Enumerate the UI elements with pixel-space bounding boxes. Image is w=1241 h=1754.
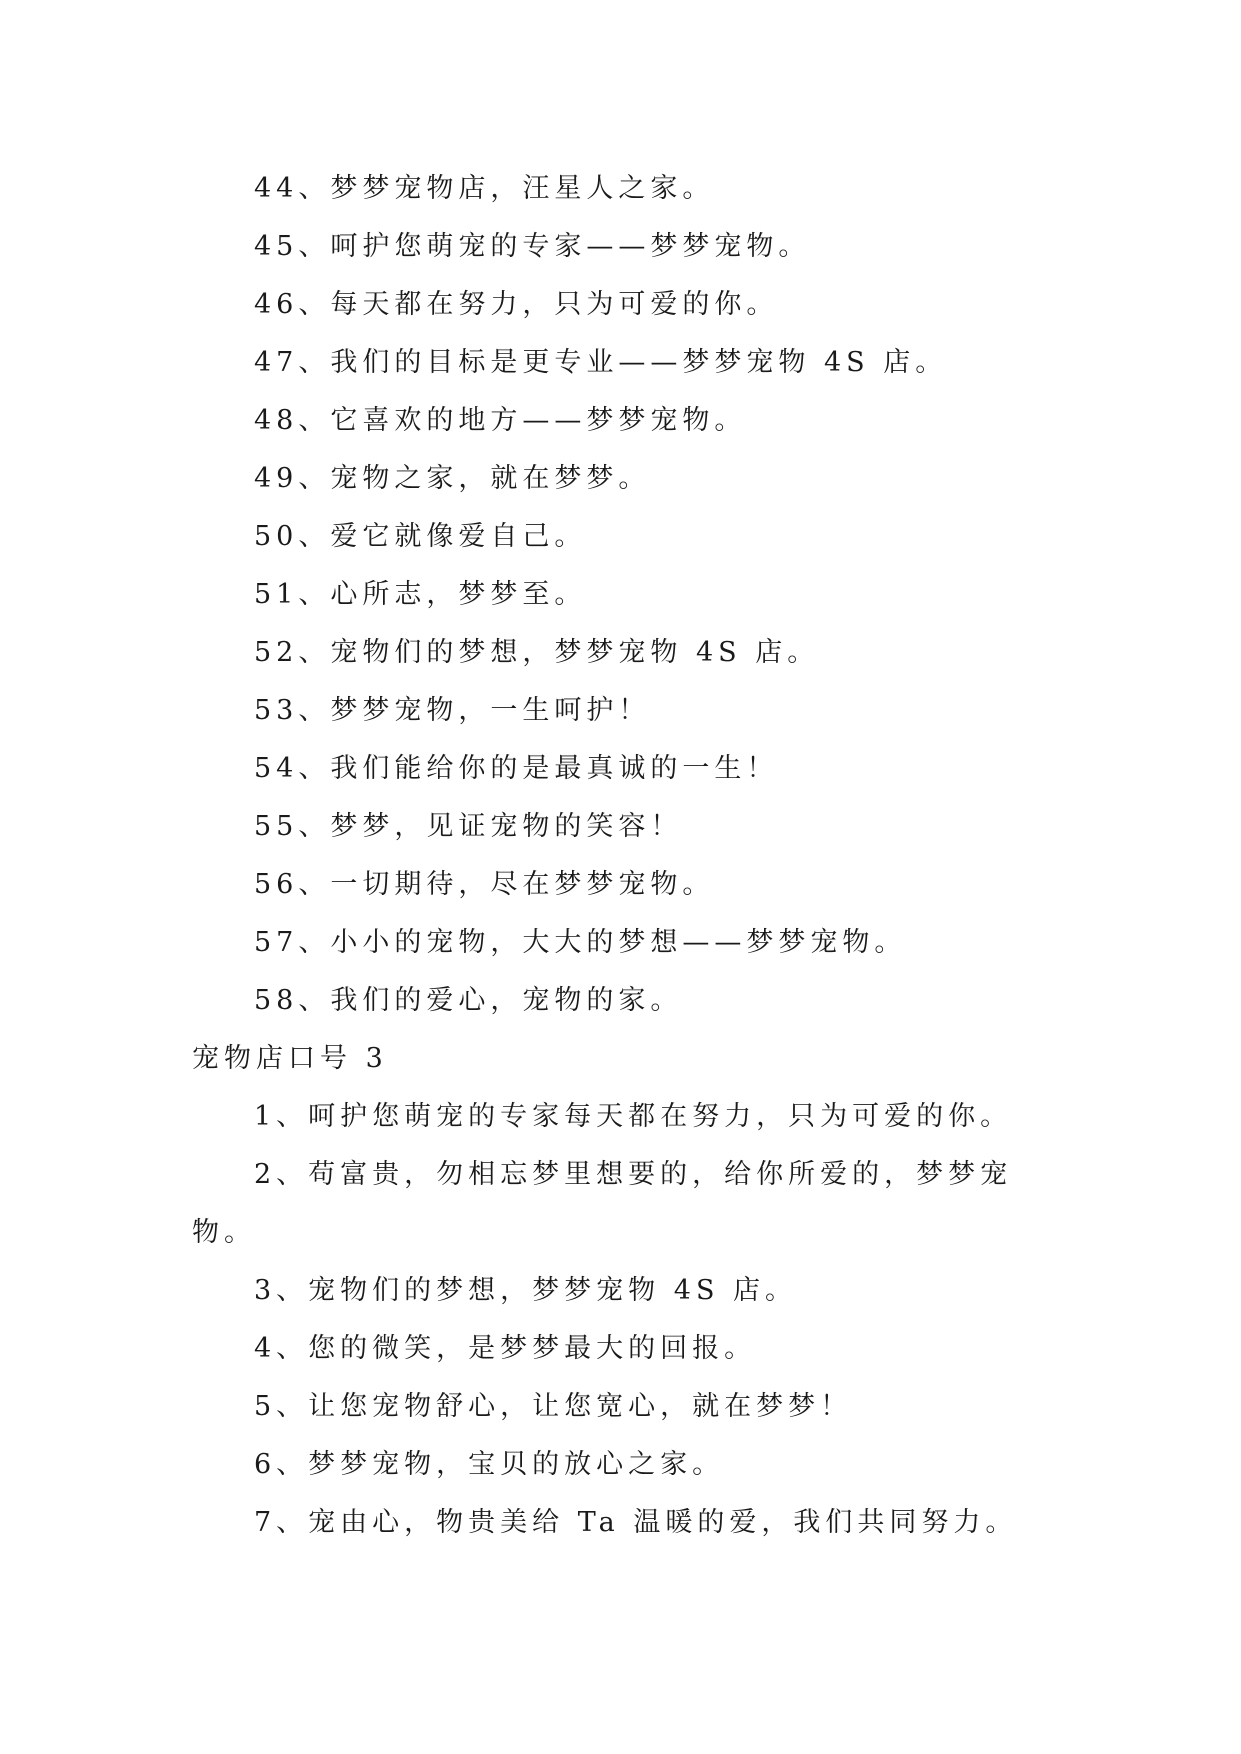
list-item: 44、梦梦宠物店，汪星人之家。	[254, 173, 715, 204]
list-item: 7、宠由心，物贵美给 Ta 温暖的爱，我们共同努力。	[254, 1507, 1018, 1538]
list-item: 51、心所志，梦梦至。	[254, 579, 587, 610]
list-item: 45、呵护您萌宠的专家——梦梦宠物。	[254, 231, 811, 262]
section-heading: 宠物店口号 3	[192, 1043, 388, 1074]
list-item: 57、小小的宠物，大大的梦想——梦梦宠物。	[254, 927, 907, 958]
list-item: 56、一切期待，尽在梦梦宠物。	[254, 869, 715, 900]
list-item: 48、它喜欢的地方——梦梦宠物。	[254, 405, 747, 436]
list-item: 3、宠物们的梦想，梦梦宠物 4S 店。	[254, 1275, 798, 1306]
list-item: 1、呵护您萌宠的专家每天都在努力，只为可爱的你。	[254, 1101, 1013, 1132]
list-item: 46、每天都在努力，只为可爱的你。	[254, 289, 779, 320]
list-item: 47、我们的目标是更专业——梦梦宠物 4S 店。	[254, 347, 948, 378]
list-item: 49、宠物之家，就在梦梦。	[254, 463, 651, 494]
list-item: 2、苟富贵，勿相忘梦里想要的，给你所爱的，梦梦宠物。	[192, 1159, 1013, 1248]
list-item: 52、宠物们的梦想，梦梦宠物 4S 店。	[254, 637, 820, 668]
list-item: 58、我们的爱心，宠物的家。	[254, 985, 683, 1016]
list-item: 6、梦梦宠物，宝贝的放心之家。	[254, 1449, 725, 1480]
list-item: 55、梦梦，见证宠物的笑容！	[254, 811, 683, 842]
list-item: 5、让您宠物舒心，让您宽心，就在梦梦！	[254, 1391, 853, 1422]
list-item: 54、我们能给你的是最真诚的一生！	[254, 753, 779, 784]
document-body	[192, 160, 1072, 1552]
list-item: 53、梦梦宠物，一生呵护！	[254, 695, 651, 726]
list-item: 50、爱它就像爱自己。	[254, 521, 587, 552]
list-item: 4、您的微笑，是梦梦最大的回报。	[254, 1333, 757, 1364]
